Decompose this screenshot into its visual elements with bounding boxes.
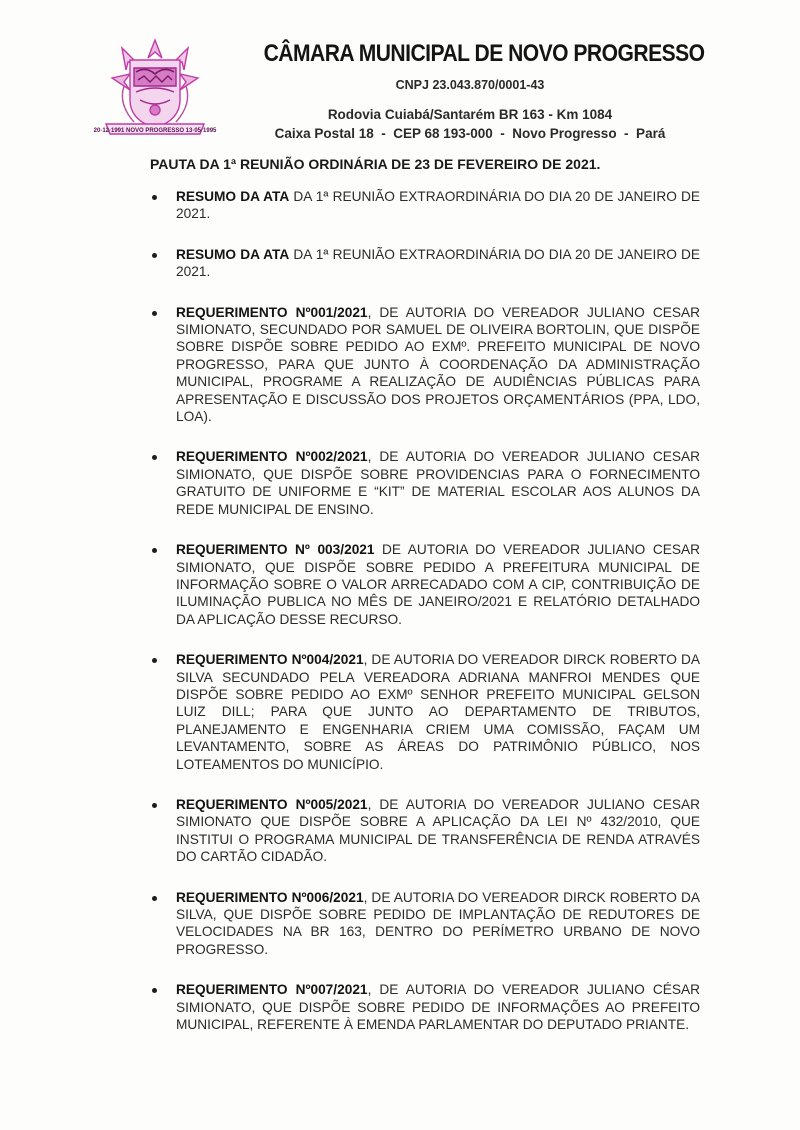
agenda-item	[148, 541, 700, 628]
bullet-icon	[152, 455, 157, 460]
agenda-item-text: , DE AUTORIA DO VEREADOR DIRCK ROBERTO DA SILVA SECUNDADO PELA VEREADORA ADRIANA MANFROI MENDES QUE DISPÕE SOBRE PEDIDO AO EXMº SENHOR PREFEITO MUNICIPAL GELSON LUIZ DILL; PARA QUE JUNTO AO DEPARTAMENTO DE TRIBUTOS, PLANEJAMENTO E ENGENHARIA CRIEM UMA COMISSÃO, FAÇAM UM LEVANTAMENTO, SOBRE AS ÁREAS DO PATRIMÔNIO PÚBLICO, NOS LOTEAMENTOS DO MUNICÍPIO.	[176, 652, 700, 772]
agenda-item-text: , DE AUTORIA DO VEREADOR JULIANO CÉSAR SIMIONATO, QUE DISPÕE SOBRE PEDIDO DE INFORMAÇÕES AO PREFEITO MUNICIPAL, REFERENTE À EMENDA PARLAMENTAR DO DEPUTADO PRIANTE.	[176, 982, 700, 1033]
agenda-title: PAUTA DA 1ª REUNIÃO ORDINÁRIA DE 23 DE FEVEREIRO DE 2021.	[150, 156, 601, 172]
agenda-item	[148, 246, 700, 281]
bullet-icon	[152, 548, 157, 553]
svg-text:20·12·1991 NOVO PROGRESSO: 20·12·1991 NOVO PROGRESSO 13·05·1995	[93, 128, 217, 134]
bullet-icon	[152, 195, 157, 200]
address-line-1: Rodovia Cuiabá/Santarém BR 163 - Km 1084	[327, 107, 613, 122]
agenda-item-lead: RESUMO DA ATA	[176, 246, 290, 262]
letterhead	[230, 40, 710, 141]
agenda-item	[148, 304, 700, 426]
bullet-icon	[152, 896, 157, 901]
agenda-item	[148, 796, 700, 866]
agenda-item-text: DA 1ª REUNIÃO EXTRAORDINÁRIA DO DIA 20 DE JANEIRO DE 2021.	[176, 189, 700, 222]
agenda-item-text: DE AUTORIA DO VEREADOR JULIANO CESAR SIMIONATO, QUE DISPÕE SOBRE PEDIDO A PREFEITURA MUNICIPAL DE INFORMAÇÃO SOBRE O VALOR ARRECADADO COM A CIP, CONTRIBUIÇÃO DE ILUMINAÇÃO PUBLICA NO MÊS DE JANEIRO/2021 E RELATÓRIO DETALHADO DA APLICAÇÃO DESSE RECURSO.	[176, 542, 700, 627]
address-line-2: Caixa Postal 18 - CEP 68 193-000 - Novo Progresso - Pará	[274, 126, 666, 141]
agenda-item-lead: REQUERIMENTO Nº006/2021	[176, 889, 364, 905]
agenda-item	[148, 188, 700, 223]
agenda-item-lead: REQUERIMENTO Nº004/2021	[176, 652, 364, 668]
agenda-item-lead: RESUMO DA ATA	[176, 189, 290, 204]
bullet-icon	[152, 658, 157, 663]
agenda-item-lead: REQUERIMENTO Nº 003/2021	[176, 542, 375, 558]
agenda-item	[148, 651, 700, 773]
agenda-item	[148, 981, 700, 1033]
agenda-item-text: , DE AUTORIA DO VEREADOR JULIANO CESAR SIMIONATO, SECUNDADO POR SAMUEL DE OLIVEIRA BORTOLIN, QUE DISPÕE SOBRE DISPÕE SOBRE PEDIDO AO EXMº. PREFEITO MUNICIPAL DE NOVO PROGRESSO, PARA QUE JUNTO À COORDENAÇÃO DA ADMINISTRAÇÃO MUNICIPAL, PROGRAME A REALIZAÇÃO DE AUDIÊNCIAS PÚBLICAS PARA APRESENTAÇÃO E DISCUSSÃO DOS PROJETOS ORÇAMENTÁRIOS (PPA, LDO, LOA).	[176, 304, 700, 425]
agenda-item-text: DA 1ª REUNIÃO EXTRAORDINÁRIA DO DIA 20 DE JANEIRO DE 2021.	[176, 246, 700, 280]
municipal-crest-icon	[93, 38, 217, 142]
agenda-item-lead: REQUERIMENTO Nº005/2021	[176, 796, 368, 812]
agenda-item-text: , DE AUTORIA DO VEREADOR JULIANO CESAR SIMIONATO QUE DISPÕE SOBRE A APLICAÇÃO DA LEI Nº 432/2010, QUE INSTITUI O PROGRAMA MUNICIPAL DE TRANSFERÊNCIA DE RENDA ATRAVÉS DO CARTÃO CIDADÃO.	[176, 796, 700, 865]
bullet-icon	[152, 253, 157, 258]
cnpj-number: CNPJ 23.043.870/0001-43	[395, 78, 545, 92]
agenda-item-text: , DE AUTORIA DO VEREADOR JULIANO CESAR SIMIONATO, QUE DISPÕE SOBRE PROVIDENCIAS PARA O FORNECIMENTO GRATUITO DE UNIFORME E “KIT” DE MATERIAL ESCOLAR AOS ALUNOS DA REDE MUNICIPAL DE ENSINO.	[176, 449, 700, 517]
agenda-item	[148, 448, 700, 518]
bullet-icon	[152, 803, 157, 808]
agenda-item-text: , DE AUTORIA DO VEREADOR DIRCK ROBERTO DA SILVA, QUE DISPÕE SOBRE PEDIDO DE IMPLANTAÇÃO DE REDUTORES DE VELOCIDADES NA BR 163, DENTRO DO PERÍMETRO URBANO DE NOVO PROGRESSO.	[176, 889, 700, 957]
organization-name: CÂMARA MUNICIPAL DE NOVO PROGRESSO	[263, 40, 705, 67]
agenda-item-lead: REQUERIMENTO Nº001/2021	[176, 304, 368, 320]
agenda-item-lead: REQUERIMENTO Nº002/2021	[176, 449, 368, 465]
agenda-item-lead: REQUERIMENTO Nº007/2021	[176, 982, 368, 998]
bullet-icon	[152, 311, 157, 316]
agenda-list	[148, 188, 700, 1056]
agenda-item	[148, 889, 700, 959]
bullet-icon	[152, 988, 157, 993]
